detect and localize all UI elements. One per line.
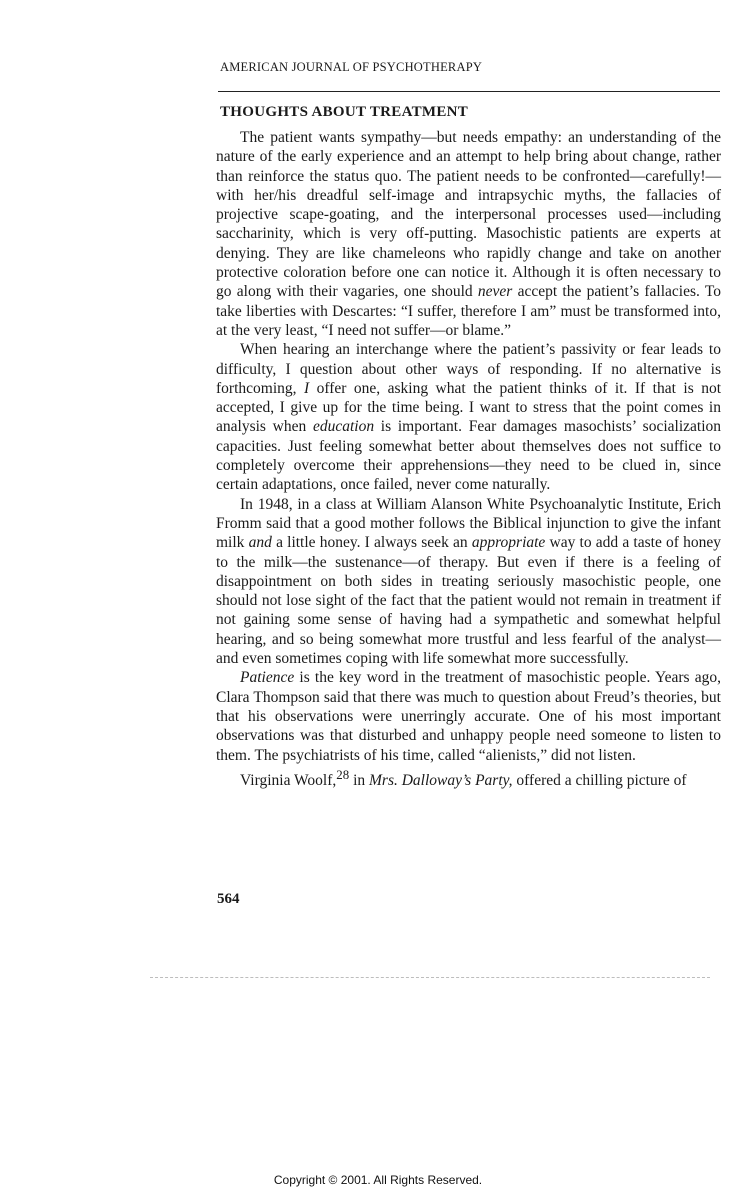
emphasis-text: never <box>477 283 513 301</box>
paragraph <box>216 128 721 340</box>
body-text <box>216 128 721 790</box>
text-run: offered a chilling picture of <box>512 771 687 789</box>
text-run: in <box>349 771 369 789</box>
footnote-reference: 28 <box>336 766 350 782</box>
emphasis-text: appropriate <box>471 534 546 552</box>
header-rule <box>218 91 720 92</box>
text-run: accept the patient’s fallacies. To take liberties with Descartes: “I suffer, therefore I am” must be transformed into, at the very least, “I need not suffer—or blame.” <box>216 283 721 339</box>
page-number: 564 <box>217 891 240 907</box>
paragraph <box>216 765 721 790</box>
text-run: offer one, asking what the patient thinks of it. If that is not accepted, I give up for the time being. I want to stress that the point comes in analysis when <box>216 379 721 436</box>
text-run: is important. Fear damages masochists’ socialization capacities. Just feeling somewhat better about themselves does not suffice to completely overcome their apprehensions—they need to be clued in, since certain adaptations, once failed, never come naturally. <box>216 418 721 494</box>
emphasis-text: Patience <box>240 669 295 687</box>
emphasis-text: and <box>248 534 272 552</box>
scan-artifact-line <box>150 977 710 978</box>
text-run: Virginia Woolf, <box>240 771 337 789</box>
text-run: When hearing an interchange where the patient’s passivity or fear leads to difficulty, I question about other ways of responding. If no alternative is forthcoming, <box>216 341 721 397</box>
copyright-notice: Copyright © 2001. All Rights Reserved. <box>273 1173 483 1187</box>
emphasis-text: Mrs. Dalloway’s Party, <box>369 771 513 789</box>
paragraph <box>216 340 721 494</box>
text-run: a little honey. I always seek an <box>271 534 472 552</box>
text-run: The patient wants sympathy—but needs empathy: an understanding of the nature of the early experience and an attempt to help bring about change, rather than reinforce the status quo. The patient needs to be confronted—carefully!—with her/his dreadful self-image and intrapsychic myths, the fallacies of projective scape-goating, and the interpersonal processes used—including saccharinity, which is very off-putting. Masochistic patients are experts at denying. They are like chameleons who rapidly change and take on another protective coloration before one can notice it. Although it is often necessary to go along with their vagaries, one should <box>216 129 721 301</box>
paragraph <box>216 668 721 764</box>
section-title: THOUGHTS ABOUT TREATMENT <box>220 104 469 120</box>
emphasis-text: education <box>312 418 375 436</box>
text-run: In 1948, in a class at William Alanson White Psychoanalytic Institute, Erich Fromm said that a good mother follows the Biblical injunction to give the infant milk <box>216 495 721 552</box>
running-head: AMERICAN JOURNAL OF PSYCHOTHERAPY <box>220 60 483 74</box>
paragraph <box>216 495 721 669</box>
text-run: is the key word in the treatment of masochistic people. Years ago, Clara Thompson said that there was much to question about Freud’s theories, but that his observations were unerringly accurate. One of his most important observations was that disturbed and unhappy people need someone to listen to them. The psychiatrists of his time, called “alienists,” did not listen. <box>216 669 721 764</box>
emphasis-text: I <box>303 379 310 397</box>
text-run: way to add a taste of honey to the milk—the sustenance—of therapy. But even if there is a feeling of disappointment on both sides in treating seriously masochistic people, one should not lose sight of the fact that the patient would not remain in treatment if not gaining some sense of having had a sympathetic and somewhat helpful hearing, and so being somewhat more trustful and less fearful of the analyst—and even sometimes coping with life somewhat more successfully. <box>216 534 721 668</box>
